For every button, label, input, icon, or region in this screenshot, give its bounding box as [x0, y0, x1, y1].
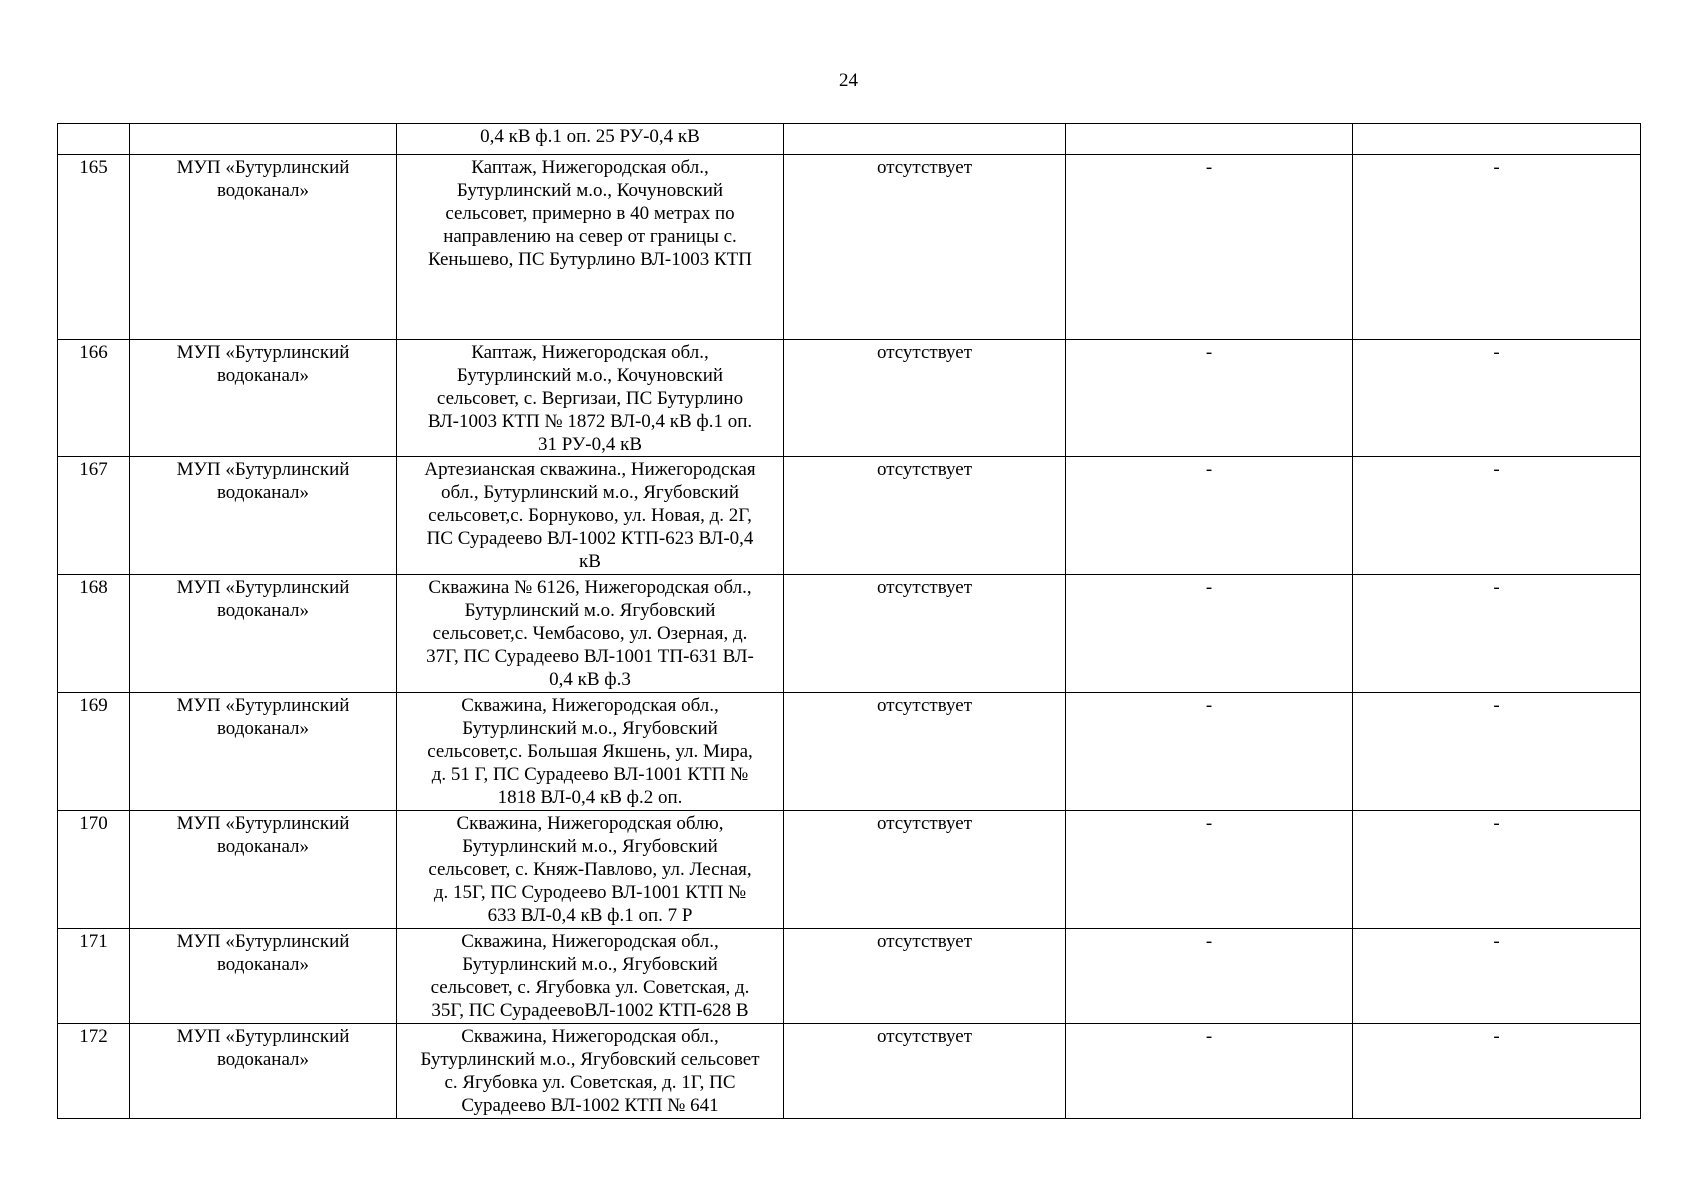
status-cell: отсутствует [784, 693, 1066, 811]
address-cell: Артезианская скважина., Нижегородская обл., Бутурлинский м.о., Ягубовский сельсовет,с. Борнуково, ул. Новая, д. 2Г, ПС Сурадеево ВЛ-1002 КТП-623 ВЛ-0,4 кВ [397, 457, 784, 575]
column-5-cell: - [1066, 575, 1353, 693]
organization-cell: МУП «Бутурлинский водоканал» [130, 1024, 397, 1119]
table-row [58, 693, 1641, 811]
status-cell: отсутствует [784, 811, 1066, 929]
status-cell: отсутствует [784, 457, 1066, 575]
column-5-cell: - [1066, 340, 1353, 457]
address-cell: Каптаж, Нижегородская обл., Бутурлинский м.о., Кочуновский сельсовет, примерно в 40 метрах по направлению на север от границы с. Кеньшево, ПС Бутурлино ВЛ-1003 КТП [397, 155, 784, 340]
row-number: 165 [58, 155, 130, 340]
address-cell: Скважина, Нижегородская обл., Бутурлинский м.о., Ягубовский сельсовет с. Ягубовка ул. Советская, д. 1Г, ПС Сурадеево ВЛ-1002 КТП № 641 [397, 1024, 784, 1119]
column-5-cell: - [1066, 1024, 1353, 1119]
status-cell: отсутствует [784, 929, 1066, 1024]
address-cell: Скважина № 6126, Нижегородская обл., Бутурлинский м.о. Ягубовский сельсовет,с. Чембасово, ул. Озерная, д. 37Г, ПС Сурадеево ВЛ-1001 ТП-631 ВЛ- 0,4 кВ ф.3 [397, 575, 784, 693]
column-6-cell [1353, 124, 1641, 155]
organization-cell [130, 124, 397, 155]
column-5-cell: - [1066, 929, 1353, 1024]
status-cell: отсутствует [784, 155, 1066, 340]
address-cell: Скважина, Нижегородская облю, Бутурлинский м.о., Ягубовский сельсовет, с. Княж-Павлово, ул. Лесная, д. 15Г, ПС Суродеево ВЛ-1001 КТП № 633 ВЛ-0,4 кВ ф.1 оп. 7 Р [397, 811, 784, 929]
column-5-cell: - [1066, 811, 1353, 929]
address-cell: Каптаж, Нижегородская обл., Бутурлинский м.о., Кочуновский сельсовет, с. Вергизаи, ПС Бутурлино ВЛ-1003 КТП № 1872 ВЛ-0,4 кВ ф.1 оп. 31 РУ-0,4 кВ [397, 340, 784, 457]
table-row [58, 1024, 1641, 1119]
registry-table [57, 123, 1641, 1119]
column-5-cell: - [1066, 457, 1353, 575]
column-6-cell: - [1353, 693, 1641, 811]
column-6-cell: - [1353, 575, 1641, 693]
page-number: 24 [839, 70, 858, 91]
address-cell: Скважина, Нижегородская обл., Бутурлинский м.о., Ягубовский сельсовет, с. Ягубовка ул. Советская, д. 35Г, ПС СурадеевоВЛ-1002 КТП-628 В [397, 929, 784, 1024]
column-6-cell: - [1353, 340, 1641, 457]
table-row [58, 124, 1641, 155]
organization-cell: МУП «Бутурлинский водоканал» [130, 575, 397, 693]
organization-cell: МУП «Бутурлинский водоканал» [130, 811, 397, 929]
organization-cell: МУП «Бутурлинский водоканал» [130, 457, 397, 575]
table-row [58, 155, 1641, 340]
column-6-cell: - [1353, 457, 1641, 575]
column-5-cell: - [1066, 693, 1353, 811]
status-cell: отсутствует [784, 340, 1066, 457]
column-5-cell [1066, 124, 1353, 155]
organization-cell: МУП «Бутурлинский водоканал» [130, 340, 397, 457]
row-number: 166 [58, 340, 130, 457]
organization-cell: МУП «Бутурлинский водоканал» [130, 693, 397, 811]
column-6-cell: - [1353, 155, 1641, 340]
organization-cell: МУП «Бутурлинский водоканал» [130, 929, 397, 1024]
column-6-cell: - [1353, 1024, 1641, 1119]
table-row [58, 575, 1641, 693]
address-cell: Скважина, Нижегородская обл., Бутурлинский м.о., Ягубовский сельсовет,с. Большая Якшень, ул. Мира, д. 51 Г, ПС Сурадеево ВЛ-1001 КТП № 1818 ВЛ-0,4 кВ ф.2 оп. [397, 693, 784, 811]
column-5-cell: - [1066, 155, 1353, 340]
row-number: 171 [58, 929, 130, 1024]
status-cell: отсутствует [784, 575, 1066, 693]
address-cell: 0,4 кВ ф.1 оп. 25 РУ-0,4 кВ [397, 124, 784, 155]
row-number: 169 [58, 693, 130, 811]
column-6-cell: - [1353, 929, 1641, 1024]
table-row [58, 811, 1641, 929]
column-6-cell: - [1353, 811, 1641, 929]
row-number: 172 [58, 1024, 130, 1119]
table-row [58, 929, 1641, 1024]
table-row [58, 340, 1641, 457]
row-number: 167 [58, 457, 130, 575]
row-number: 168 [58, 575, 130, 693]
status-cell [784, 124, 1066, 155]
organization-cell: МУП «Бутурлинский водоканал» [130, 155, 397, 340]
status-cell: отсутствует [784, 1024, 1066, 1119]
row-number [58, 124, 130, 155]
row-number: 170 [58, 811, 130, 929]
table-row [58, 457, 1641, 575]
